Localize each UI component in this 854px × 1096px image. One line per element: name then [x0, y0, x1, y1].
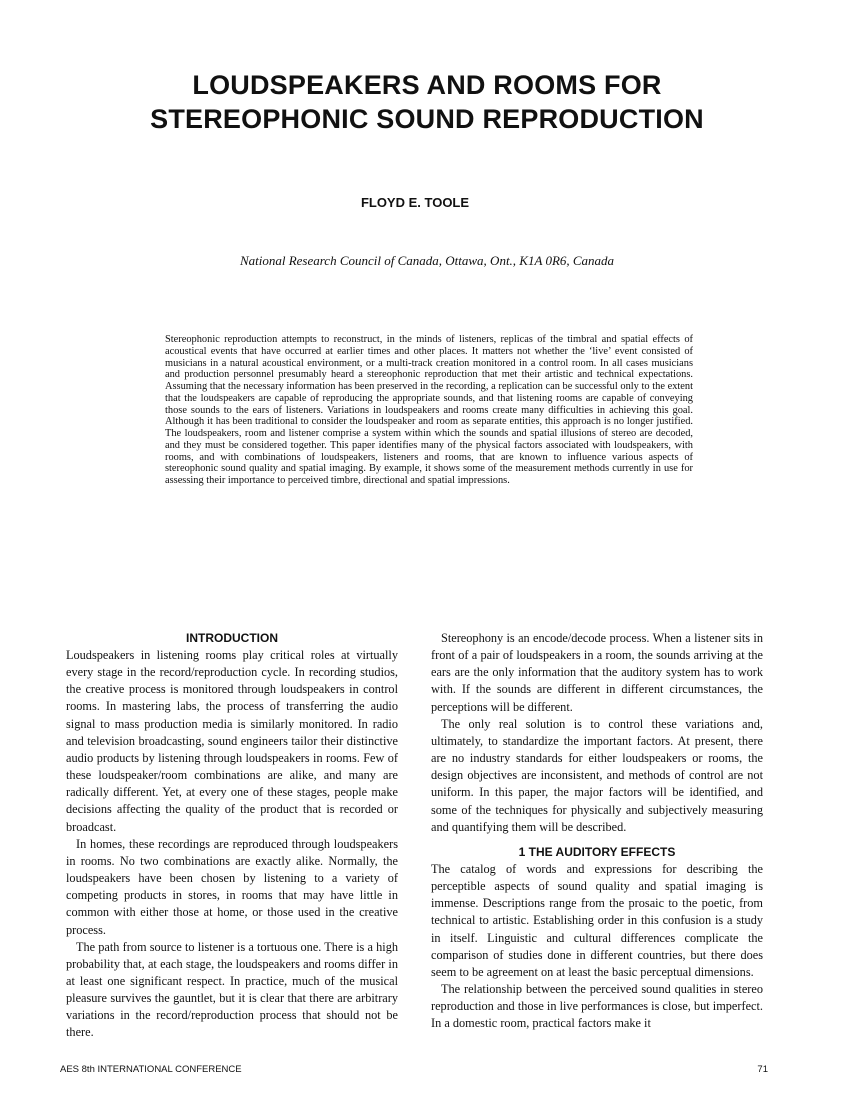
right-column — [431, 630, 763, 1032]
title-line-1: LOUDSPEAKERS AND ROOMS FOR — [192, 70, 662, 100]
page-number: 71 — [757, 1064, 768, 1075]
paragraph: The only real solution is to control these variations and, ultimately, to standardize the important factors. At present, there are no industry standards for either loudspeakers or rooms, the design objectives are inconsistent, and methods of control are not uniform. In this paper, the major factors will be identified, and some of the techniques for physically and subjectively measuring and quantifying them will be described. — [431, 716, 763, 834]
paragraph: Loudspeakers in listening rooms play critical roles at virtually every stage in the record/reproduction cycle. In recording studios, the creative process is monitored through loudspeakers in control rooms. In mastering labs, the process of transferring the audio signal to mass production media is similarly monitored. In radio and television broadcasting, sound engineers tailor their distinctive audio products by listening through loudspeakers in rooms. Few of these loudspeaker/room combinations are alike, and many are radically different. Yet, at every one of these stages, people make decisions affecting the quality of the product that is recorded or broadcast. — [66, 648, 398, 834]
paragraph: Stereophony is an encode/decode process. When a listener sits in front of a pair of loudspeakers in a room, the sounds arriving at the ears are the only information that the auditory system has to work with. If the sounds are different in different circumstances, the perceptions will be different. — [431, 631, 763, 714]
abstract: Stereophonic reproduction attempts to reconstruct, in the minds of listeners, replicas of the timbral and spatial effects of acoustical events that have occurred at earlier times and other places. It matters not whether the ‘live’ event consisted of musicians in a natural acoustical environment, or a multi-track creation monitored in a control room. In all cases musicians and production personnel presumably heard a stereophonic reproduction that met their artistic and technical expectations. Assuming that the necessary information has been preserved in the recording, a replication can be successful only to the extent that the loudspeakers are capable of reproducing the appropriate sounds, and that listening rooms are capable of conveying those sounds to the ears of listeners. Variations in loudspeakers and rooms create many difficulties in achieving this goal. Although it has been traditional to consider the loudspeaker and room as separate entities, this approach is no longer justified. The loudspeakers, room and listener comprise a system within which the sounds and spatial illusions of stereo are decoded, and they must be considered together. This paper identifies many of the physical factors associated with loudspeakers, with rooms, and with combinations of loudspeakers, listeners and rooms, that are known to influence various aspects of stereophonic sound quality and spatial imaging. By example, it shows some of the measurement methods currently in use for assessing their importance to perceived timbre, directional and spatial impressions. — [165, 334, 693, 486]
paragraph: The path from source to listener is a tortuous one. There is a high probability that, at each stage, the loudspeakers and rooms differ in at least one significant respect. In practice, much of the musical pleasure survives the gauntlet, but it is clear that there are arbitrary variations in the record/reproduction process that should not be there. — [66, 939, 398, 1040]
paragraph: The catalog of words and expressions for describing the perceptible aspects of sound quality and spatial imaging is immense. Descriptions range from the prosaic to the poetic, from technical to artistic. Establishing order in this confusion is a study in itself. Linguistic and cultural differences complicate the comparison of studies done in different countries, but there does seem to be agreement on at least the basic perceptual dimensions. — [431, 861, 763, 979]
section-heading-introduction: INTRODUCTION — [186, 631, 278, 645]
left-column — [66, 630, 398, 1042]
author-name: FLOYD E. TOOLE — [360, 195, 470, 210]
paper-title — [40, 68, 814, 136]
section-heading-auditory-effects: 1 THE AUDITORY EFFECTS — [518, 844, 676, 859]
title-line-2: STEREOPHONIC SOUND REPRODUCTION — [150, 104, 704, 134]
author-affiliation: National Research Council of Canada, Ottawa, Ont., K1A 0R6, Canada — [239, 253, 615, 268]
paragraph: The relationship between the perceived sound qualities in stereo reproduction and those in live performances is close, but imperfect. In a domestic room, practical factors make it — [431, 981, 763, 1031]
paragraph: In homes, these recordings are reproduced through loudspeakers in rooms. No two combinations are exactly alike. Normally, the loudspeakers have been chosen by listening to a variety of competing products in stores, in rooms that may have little in common with either those at home, or those used in the creative process. — [66, 836, 398, 937]
conference-name: AES 8th INTERNATIONAL CONFERENCE — [60, 1064, 242, 1075]
